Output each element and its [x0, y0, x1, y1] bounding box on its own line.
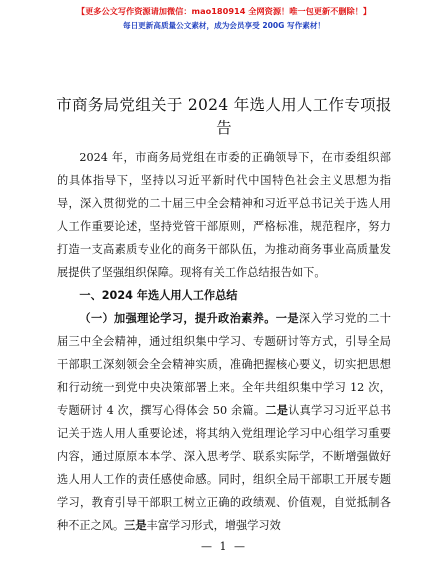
point-two-lead: 二是	[265, 404, 289, 417]
section-heading: 一、2024 年选人用人工作总结	[79, 289, 238, 302]
promo-line-1: 【更多公文写作资源请加微信：mao180914 全网资源！唯一包更新不删除！】	[76, 6, 372, 16]
point-two-text: 认真学习习近平总书记关于选人用人重要论述，将其纳入党组理论学习中心组学习重要内容，通过原原本本学、深入思考学、联系实际学，不断增强做好选人用人工作的责任感使命感。同时，组织全局干部职工开展专题学习，教育引导干部职工树立正确的政绩观、价值观，自觉抵制各种不正之风。	[57, 404, 391, 532]
point-one-lead: 一是	[275, 312, 299, 325]
page-number: — 1 —	[201, 540, 247, 553]
section-paragraph	[57, 307, 391, 537]
point-three-text: 丰富学习形式，增强学习效	[146, 519, 281, 532]
document-title: 市商务局党组关于 2024 年选人用人工作专项报告	[56, 96, 392, 137]
promo-banner	[0, 4, 448, 33]
subsection-label: （一）加强理论学习，提升政治素养。	[79, 312, 276, 325]
point-one-text: 深入学习党的二十届三中全会精神，通过组织集中学习、专题研讨等方式，引导全局干部职工深刻领会全会精神实质，准确把握核心要义，切实把思想和行动统一到党中央决策部署上来。全年共组织集中学习 12 次，专题研讨 4 次，撰写心得体会 50 余篇。	[57, 312, 391, 417]
document-body	[57, 146, 391, 537]
point-three-lead: 三是	[124, 519, 147, 532]
intro-paragraph: 2024 年，市商务局党组在市委的正确领导下，在市委组织部的具体指导下，坚持以习近平新时代中国特色社会主义思想为指导，深入贯彻党的二十届三中全会精神和习近平总书记关于选人用人工作重要论述，坚持党管干部原则，严格标准，规范程序，努力打造一支高素质专业化的商务干部队伍，为推动商务事业高质量发展提供了坚强组织保障。现将有关工作总结报告如下。	[57, 151, 391, 279]
promo-line-2: 每日更新高质量公文素材，成为会员享受 200G 写作素材！	[122, 21, 326, 30]
